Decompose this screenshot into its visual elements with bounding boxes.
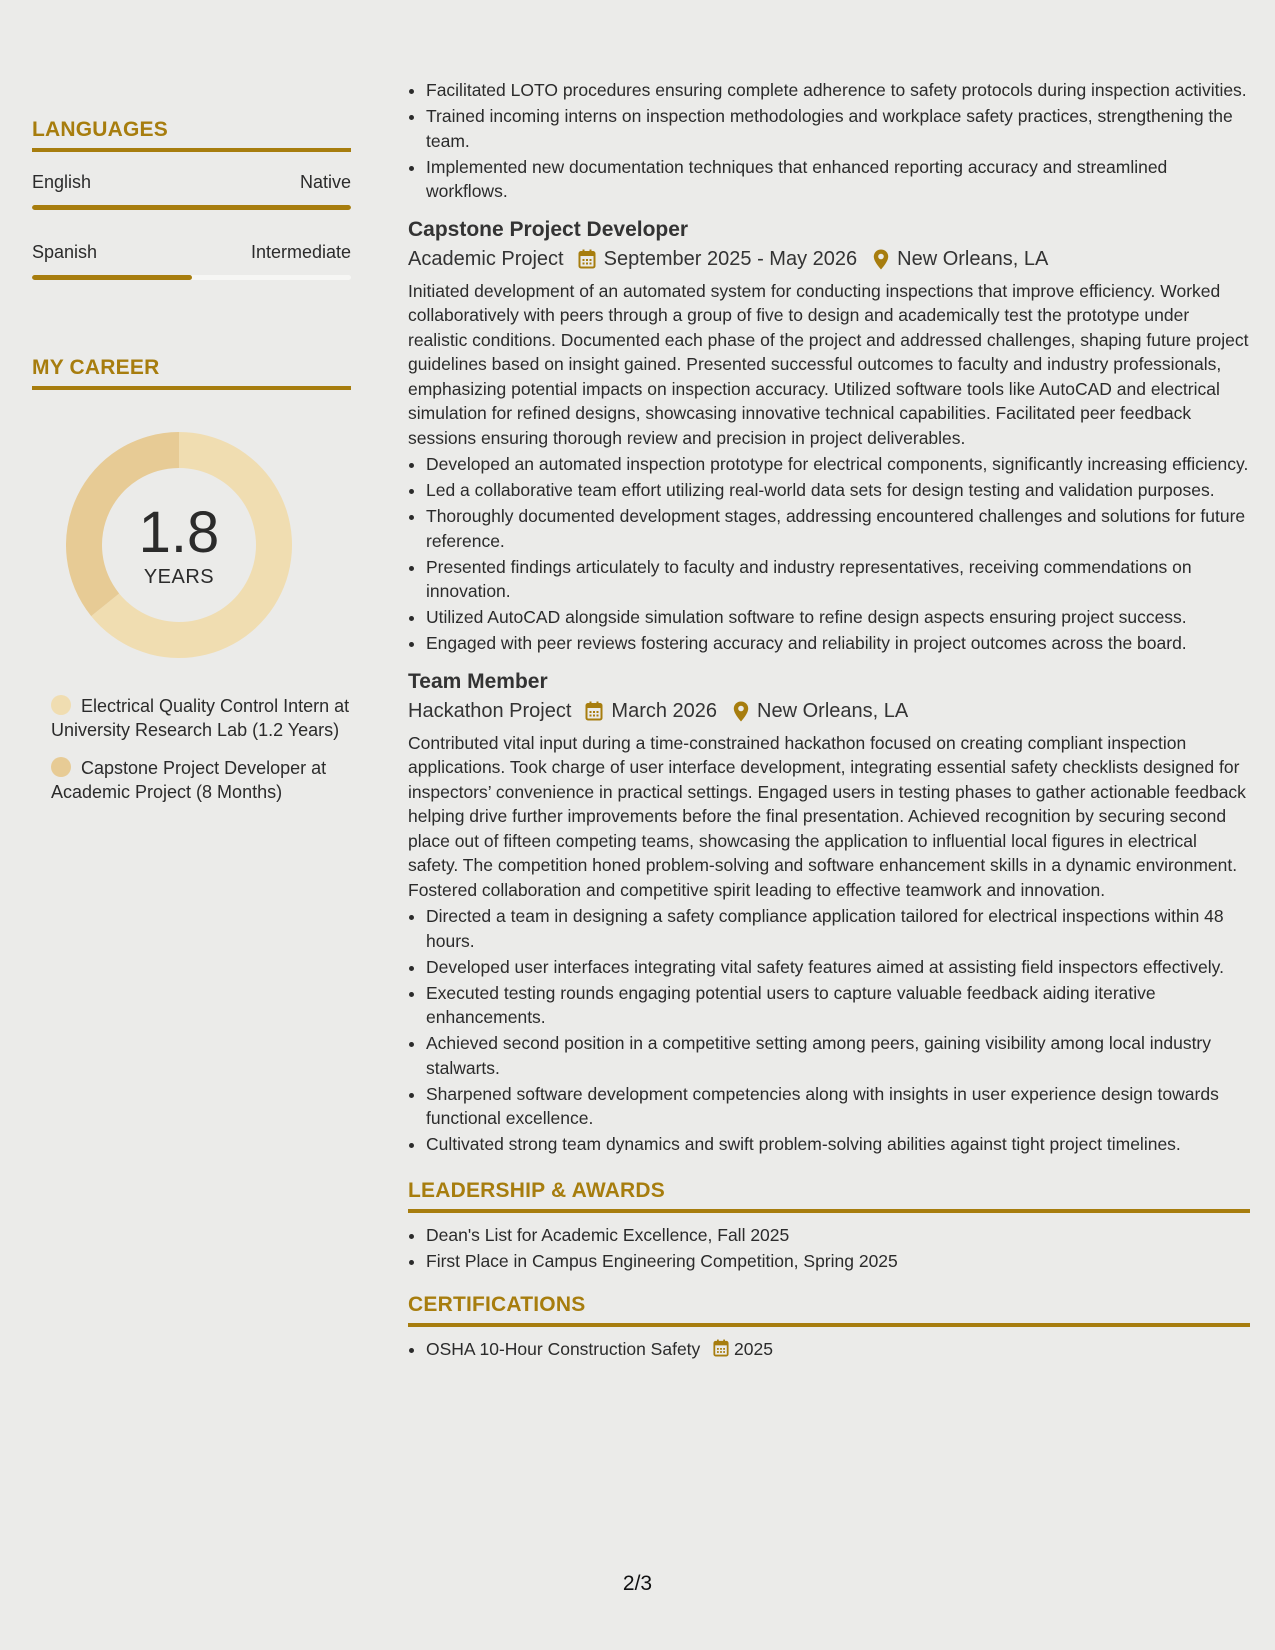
job-title: Capstone Project Developer	[408, 217, 689, 241]
list-item: • Trained incoming interns on inspection methodologies and workplace safety practices, strengthening the team.	[426, 104, 1250, 153]
map-pin-icon	[873, 249, 889, 270]
leadership-heading: LEADERSHIP & AWARDS	[408, 1179, 1250, 1213]
language-item	[32, 172, 351, 210]
job-meta	[408, 248, 1250, 271]
certifications-section	[408, 1293, 1250, 1362]
job-location: New Orleans, LA	[757, 699, 909, 722]
list-item: • Led a collaborative team effort utilizing real-world data sets for design testing and validation purposes.	[426, 478, 1250, 503]
languages-heading: LANGUAGES	[32, 118, 351, 152]
job-location: New Orleans, LA	[897, 247, 1049, 270]
list-item: • Developed user interfaces integrating vital safety features aimed at assisting field inspectors effectively.	[426, 955, 1250, 980]
leadership-section	[408, 1179, 1250, 1274]
list-item: • Sharpened software development competencies along with insights in user experience design towards functional excellence.	[426, 1082, 1250, 1131]
list-item: • Directed a team in designing a safety compliance application tailored for electrical inspections within 48 hours.	[426, 904, 1250, 953]
languages-section	[32, 118, 351, 280]
legend-dot	[51, 695, 71, 715]
list-item: • Engaged with peer reviews fostering accuracy and reliability in project outcomes across the board.	[426, 631, 1250, 656]
certification-year: 2025	[734, 1339, 773, 1359]
legend-label: Capstone Project Developer at Academic Project (8 Months)	[51, 758, 327, 802]
list-item: • Facilitated LOTO procedures ensuring complete adherence to safety protocols during inspection activities.	[426, 78, 1250, 103]
job-bullets	[408, 452, 1250, 656]
job-entry	[408, 670, 1250, 1157]
job-dates: March 2026	[611, 699, 718, 722]
legend-dot	[51, 757, 71, 777]
job-dates: September 2025 - May 2026	[603, 247, 858, 270]
job-bullets	[408, 904, 1250, 1157]
job-title: Team Member	[408, 669, 548, 693]
list-item	[426, 1337, 1250, 1362]
certification-name: OSHA 10-Hour Construction Safety	[426, 1339, 701, 1359]
language-proficiency-fill	[32, 205, 351, 210]
job-org: Academic Project	[408, 247, 564, 270]
language-name: Spanish	[32, 242, 98, 262]
main-content	[408, 78, 1250, 1363]
list-item: • Presented findings articulately to faculty and industry representatives, receiving commendations on innovation.	[426, 555, 1250, 604]
language-proficiency-bar	[32, 205, 351, 210]
language-name: English	[32, 172, 92, 192]
calendar-icon	[585, 701, 603, 721]
job-org: Hackathon Project	[408, 699, 572, 722]
intro-bullets	[408, 78, 1250, 204]
certifications-list	[408, 1337, 1250, 1362]
sidebar	[32, 0, 351, 818]
donut-center	[66, 500, 292, 589]
language-level: Native	[299, 172, 351, 192]
language-proficiency-fill	[32, 275, 192, 280]
career-unit: YEARS	[143, 566, 215, 588]
map-pin-icon	[733, 701, 749, 722]
list-item: • Achieved second position in a competitive setting among peers, gaining visibility among local industry stalwarts.	[426, 1031, 1250, 1080]
leadership-list	[408, 1223, 1250, 1274]
language-item	[32, 242, 351, 280]
language-level: Intermediate	[250, 242, 351, 262]
calendar-icon	[713, 1339, 729, 1357]
career-heading: MY CAREER	[32, 356, 351, 390]
legend-item	[51, 756, 351, 804]
list-item: • Cultivated strong team dynamics and swift problem-solving abilities against tight project timelines.	[426, 1132, 1250, 1157]
career-section	[32, 356, 351, 804]
certifications-heading: CERTIFICATIONS	[408, 1293, 1250, 1327]
job-description: Contributed vital input during a time-constrained hackathon focused on creating compliant inspection applications. Took charge of user interface development, integrating essential safety checklists designed for inspectors’ convenience in practical settings. Engaged users in testing phases to gather actionable feedback helping drive further improvements before the final presentation. Achieved recognition by securing second place out of fifteen competing teams, showcasing the application to influential local figures in electrical safety. The competition honed problem-solving and software enhancement skills in a dynamic environment. Fostered collaboration and competitive spirit leading to effective teamwork and innovation.	[408, 732, 1246, 900]
list-item: • Thoroughly documented development stages, addressing encountered challenges and solutions for future reference.	[426, 504, 1250, 553]
job-description: Initiated development of an automated system for conducting inspections that improve efficiency. Worked collaboratively with peers through a group of five to design and academically test the prototype under realistic conditions. Documented each phase of the project and addressed challenges, shaping future project guidelines based on insight gained. Presented successful outcomes to faculty and industry professionals, emphasizing potential impacts on inspection accuracy. Utilized software tools like AutoCAD and electrical simulation for refined designs, showcasing innovative technical capabilities. Facilitated peer feedback sessions ensuring thorough review and precision in project deliverables.	[408, 280, 1249, 448]
career-donut-chart	[66, 432, 292, 658]
legend-label: Electrical Quality Control Intern at University Research Lab (1.2 Years)	[51, 696, 350, 740]
list-item: • Executed testing rounds engaging potential users to capture valuable feedback aiding iterative enhancements.	[426, 981, 1250, 1030]
list-item: • Implemented new documentation techniques that enhanced reporting accuracy and streamlined workflows.	[426, 155, 1250, 204]
list-item: • Utilized AutoCAD alongside simulation software to refine design aspects ensuring project success.	[426, 605, 1250, 630]
career-total-years: 1.8	[138, 500, 220, 565]
language-proficiency-bar	[32, 275, 351, 280]
career-legend	[51, 694, 351, 804]
calendar-icon	[578, 249, 596, 269]
page-number: 2/3	[622, 1572, 653, 1595]
list-item: • First Place in Campus Engineering Competition, Spring 2025	[426, 1249, 1250, 1274]
legend-item	[51, 694, 351, 742]
job-entry	[408, 218, 1250, 656]
list-item: • Developed an automated inspection prototype for electrical components, significantly increasing efficiency.	[426, 452, 1250, 477]
job-meta	[408, 700, 1250, 723]
list-item: • Dean's List for Academic Excellence, Fall 2025	[426, 1223, 1250, 1248]
